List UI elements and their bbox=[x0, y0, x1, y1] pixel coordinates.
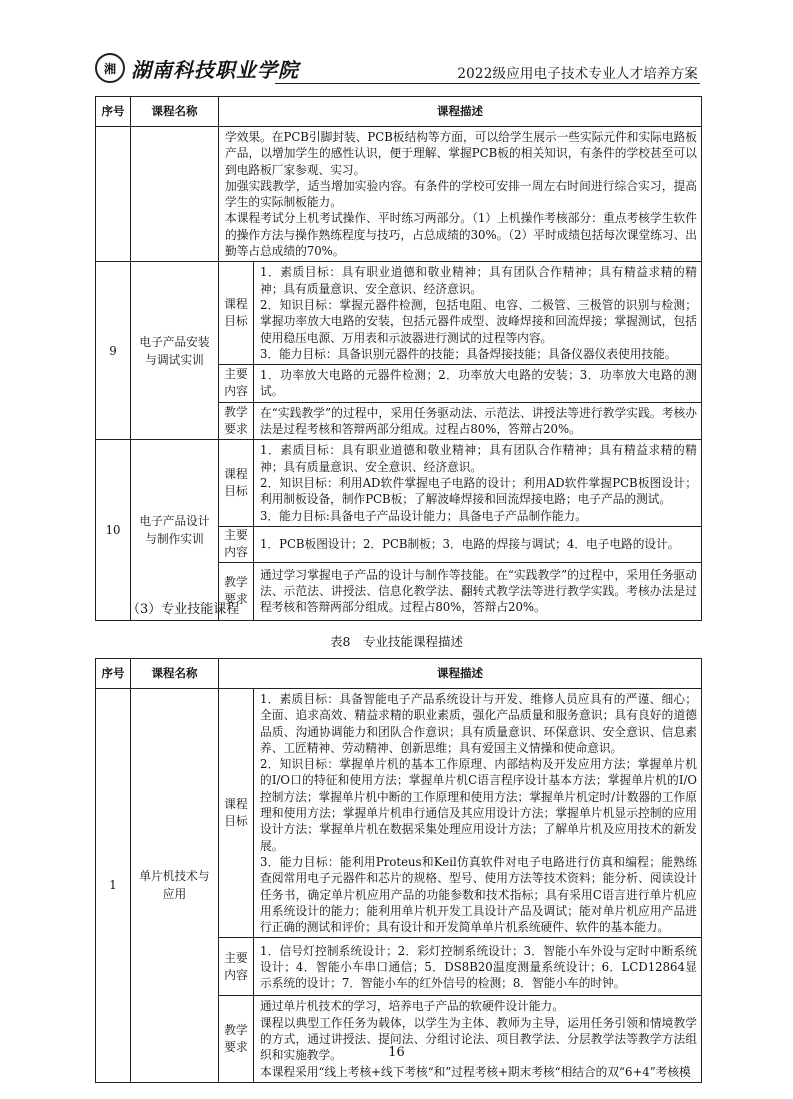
requirement-label: 教学要求 bbox=[219, 562, 254, 620]
goal-item: 2．知识目标：利用AD软件掌握电子电路的设计；利用AD软件掌握PCB板图设计；利用制板设备，制作PCB板；了解波峰焊接和回流焊接电路；电子产品的测试。 bbox=[260, 475, 697, 507]
goal-item: 1．素质目标：具备智能电子产品系统设计与开发、维修人员应具有的严谨、细心；全面、追求高效、精益求精的职业素质，强化产品质量和服务意识；具有良好的道德品质、沟通协调能力和团队合作意识；具有质量意识、环保意识、安全意识、信息素养、工匠精神、劳动精神、创新思维；具有爱国主义情操和使命意识。 bbox=[260, 692, 697, 755]
table-header-row bbox=[96, 659, 702, 689]
goal-item: 3．能力目标：具备识别元器件的技能；具备焊接技能；具备仪器仪表使用技能。 bbox=[260, 346, 677, 361]
teaching-requirement bbox=[254, 996, 702, 1082]
goal-item: 1．素质目标：具有职业道德和敬业精神；具有团队合作精神；具有精益求精的精神；具有质量意识、安全意识、经济意识。 bbox=[260, 443, 697, 474]
description-paragraph: 本课程考试分上机考试操作、平时练习两部分。（1）上机操作考核部分：重点考核学生软件的操作方法与操作熟练程度与技巧，占总成绩的30%。（2）平时成绩包括每次课堂练习、出勤等占总成绩的70%。 bbox=[225, 211, 697, 259]
requirement-label: 教学要求 bbox=[219, 402, 254, 440]
content-label: 主要内容 bbox=[219, 526, 254, 562]
blank-cell bbox=[96, 127, 131, 262]
header-num: 序号 bbox=[96, 97, 131, 127]
course-goals bbox=[254, 689, 702, 938]
skill-course-table bbox=[95, 658, 702, 1083]
teaching-requirement: 在“实践教学”的过程中，采用任务驱动法、示范法、讲授法等进行教学实践。考核办法是过程考核和答辩两部分组成。过程占80%，答辩占20%。 bbox=[254, 402, 702, 440]
requirement-item: 本课程采用“线上考核+线下考核“和”过程考核+期末考核“相结合的双“6+4”考核模 bbox=[260, 1064, 691, 1079]
table-row bbox=[96, 127, 702, 262]
header-num: 序号 bbox=[96, 659, 131, 689]
table-row bbox=[96, 262, 702, 365]
header-desc: 课程描述 bbox=[219, 659, 702, 689]
course-number: 1 bbox=[96, 689, 131, 1083]
course-goals bbox=[254, 440, 702, 526]
course-name: 单片机技术与应用 bbox=[131, 689, 219, 1083]
main-content: 1．信号灯控制系统设计；2．彩灯控制系统设计；3．智能小车外设与定时中断系统设计；4．智能小车串口通信；5．DS8B20温度测量系统设计；6．LCD12864显示系统的设计；7．智能小车的红外信号的检测；8．智能小车的时钟。 bbox=[254, 938, 702, 996]
page-header bbox=[95, 52, 700, 86]
header-name: 课程名称 bbox=[131, 97, 219, 127]
goal-label: 课程目标 bbox=[219, 440, 254, 526]
teaching-requirement: 通过学习掌握电子产品的设计与制作等技能。在“实践教学”的过程中，采用任务驱动法、示范法、讲授法、信息化教学法、翻转式教学法等进行教学实践。考核办法是过程考核和答辩两部分组成。过程占80%，答辩占20%。 bbox=[254, 562, 702, 620]
goal-item: 1．素质目标：具有职业道德和敬业精神；具有团队合作精神；具有精益求精的精神；具有质量意识、安全意识、经济意识。 bbox=[260, 265, 697, 296]
goal-item: 2．知识目标：掌握单片机的基本工作原理、内部结构及开发应用方法；掌握单片机的I/O口的特征和使用方法；掌握单片机C语言程序设计基本方法；掌握单片机的I/O控制方法；掌握单片机中断的工作原理和使用方法；掌握单片机定时/计数器的工作原理和使用方法；掌握单片机串行通信及其应用设计方法；掌握单片机显示控制的应用设计方法；掌握单片机在数据采集处理应用设计方法；了解单片机及应用技术的新发展。 bbox=[260, 757, 697, 853]
requirement-label: 教学要求 bbox=[219, 996, 254, 1082]
requirement-item: 课程以典型工作任务为载体，以学生为主体、教师为主导，运用任务引领和情境教学的方式，通过讲授法、提问法、分组讨论法、项目教学法、分层教学法等教学方法组织和实施教学。 bbox=[260, 1015, 697, 1063]
course-table-continued bbox=[95, 96, 702, 621]
header-desc: 课程描述 bbox=[219, 97, 702, 127]
goal-label: 课程目标 bbox=[219, 262, 254, 365]
course-name: 电子产品设计与制作实训 bbox=[131, 440, 219, 620]
header-divider bbox=[275, 83, 700, 84]
goal-label: 课程目标 bbox=[219, 689, 254, 938]
course-description-continued bbox=[219, 127, 702, 262]
goal-item: 2．知识目标：掌握元器件检测，包括电阻、电容、二极管、三极管的识别与检测；掌握功率放大电路的安装，包括元器件成型、波峰焊接和回流焊接；掌握测试，包括使用稳压电源、万用表和示波器进行测试的过程等内容。 bbox=[260, 297, 697, 345]
table-header-row bbox=[96, 97, 702, 127]
school-name: 湖南科技职业学院 bbox=[131, 57, 299, 82]
school-seal-icon: 湘 bbox=[95, 53, 125, 83]
goal-item: 3．能力目标:具备电子产品设计能力；具备电子产品制作能力。 bbox=[260, 508, 587, 523]
main-content: 1．PCB板图设计；2．PCB制板；3．电路的焊接与调试；4．电子电路的设计。 bbox=[254, 526, 702, 562]
school-logo bbox=[95, 52, 299, 84]
goal-item: 3．能力目标：能利用Proteus和Keil仿真软件对电子电路进行仿真和编程；能熟练查阅常用电子元器件和芯片的规格、型号、使用方法等技术资料；能分析、阅读设计任务书，确定单片机应用产品的功能参数和技术指标；具有采用C语言进行单片机应用系统设计的能力；能利用单片机开发工具设计产品及调试；能对单片机应用产品进行正确的测试和评价；具有设计和开发简单单片机系统硬件、软件的基本能力。 bbox=[260, 854, 697, 935]
section-title: （3）专业技能课程 bbox=[127, 602, 240, 617]
table-row bbox=[96, 689, 702, 938]
course-goals bbox=[254, 262, 702, 365]
page-number: 16 bbox=[388, 1045, 405, 1060]
description-paragraph: 学效果。在PCB引脚封装、PCB板结构等方面，可以给学生展示一些实际元件和实际电路板产品，以增加学生的感性认识，便于理解、掌握PCB板的相关知识，有条件的学校甚至可以到电路板厂家参观、实习。 bbox=[225, 130, 697, 177]
content-label: 主要内容 bbox=[219, 938, 254, 996]
requirement-item: 通过单片机技术的学习，培养电子产品的软硬件设计能力。 bbox=[260, 999, 564, 1014]
header-name: 课程名称 bbox=[131, 659, 219, 689]
document-title: 2022级应用电子技术专业人才培养方案 bbox=[457, 66, 698, 82]
table-caption: 表8 专业技能课程描述 bbox=[330, 634, 463, 649]
content-label: 主要内容 bbox=[219, 365, 254, 403]
blank-cell bbox=[131, 127, 219, 262]
course-name: 电子产品安装与调试实训 bbox=[131, 262, 219, 440]
description-paragraph: 加强实践教学，适当增加实验内容。有条件的学校可安排一周左右时间进行综合实习，提高学生的实际制板能力。 bbox=[225, 178, 697, 210]
course-number: 9 bbox=[96, 262, 131, 440]
table-row bbox=[96, 440, 702, 526]
course-number: 10 bbox=[96, 440, 131, 620]
main-content: 1．功率放大电路的元器件检测；2．功率放大电路的安装；3．功率放大电路的测试。 bbox=[254, 365, 702, 403]
